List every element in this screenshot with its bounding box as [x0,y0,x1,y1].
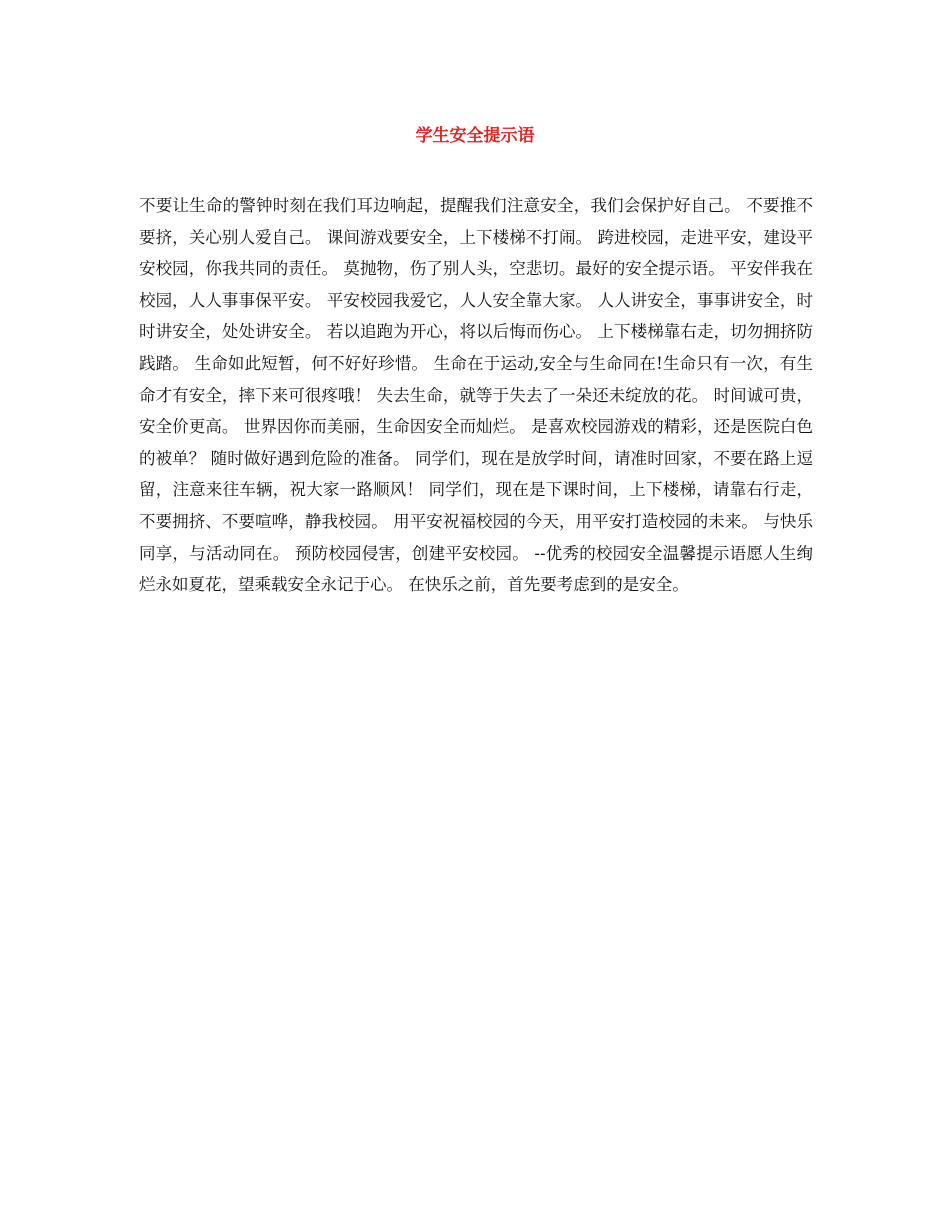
document-body: 不要让生命的警钟时刻在我们耳边响起，提醒我们注意安全，我们会保护好自己。 不要推不要挤，关心别人爱自己。 课间游戏要安全，上下楼梯不打闹。 跨进校园，走进平安，建设平安校园，你我共同的责任。 莫抛物，伤了别人头，空悲切。最好的安全提示语。 平安伴我在校园，人人事事保平安。 平安校园我爱它，人人安全靠大家。 人人讲安全，事事讲安全，时时讲安全，处处讲安全。 若以追跑为开心，将以后悔而伤心。 上下楼梯靠右走，切勿拥挤防践踏。 生命如此短暂，何不好好珍惜。 生命在于运动,安全与生命同在!生命只有一次，有生命才有安全，摔下来可很疼哦！ 失去生命，就等于失去了一朵还未绽放的花。 时间诚可贵，安全价更高。 世界因你而美丽，生命因安全而灿烂。 是喜欢校园游戏的精彩，还是医院白色的被单？ 随时做好遇到危险的准备。 同学们，现在是放学时间，请准时回家，不要在路上逗留，注意来往车辆，祝大家一路顺风！ 同学们，现在是下课时间，上下楼梯，请靠右行走，不要拥挤、不要喧哗，静我校园。 用平安祝福校园的今天，用平安打造校园的未来。 与快乐同享，与活动同在。 预防校园侵害，创建平安校园。 --优秀的校园安全温馨提示语愿人生绚烂永如夏花，望乘载安全永记于心。 在快乐之前，首先要考虑到的是安全。 [139,196,813,595]
document-title: 学生安全提示语 [415,126,535,146]
